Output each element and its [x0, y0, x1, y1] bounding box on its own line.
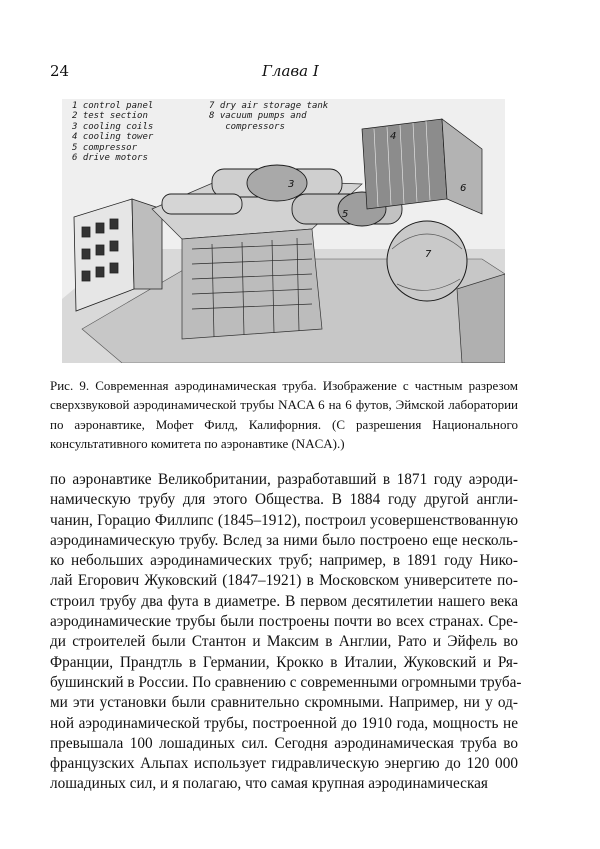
- legend-item: 1 control panel: [72, 101, 154, 111]
- text-line: превышала 100 лошадиных сил. Сегодня аэродинамическая труба во: [50, 734, 518, 752]
- page-number: 24: [50, 62, 70, 80]
- callout-3: 3: [288, 179, 295, 190]
- text-line: намическую трубу для этого Общества. В 1884 году другой англи-: [50, 491, 518, 509]
- text-line: аэродинамические трубы были построены почти во всех странах. Сре-: [50, 613, 518, 631]
- text-line: лошадиных сил, и я полагаю, что самая крупная аэродинамическая: [50, 775, 488, 793]
- legend-item: 6 drive motors: [72, 153, 148, 164]
- figure-legend-right: [209, 101, 328, 132]
- text-line: чанин, Горацио Филлипс (1845–1912), построил усовершенствованную: [50, 511, 518, 529]
- legend-item: 2 test section: [72, 111, 148, 122]
- legend-item: 5 compressor: [72, 142, 138, 153]
- text-line: лай Егорович Жуковский (1847–1921) в Московском университете по-: [50, 572, 518, 590]
- dry-air-storage-sphere: [387, 221, 467, 301]
- legend-item: 8 vacuum pumps and: [209, 111, 307, 122]
- figure-caption: Рис. 9. Современная аэродинамическая труба. Изображение с частным разрезом сверхзвуковой аэродинамической трубы NACA 6 на 6 футов, Эймской лаборатории по аэронавтике, Мофет Филд, Калифорния. (С разрешения Национального консультативного комитета по аэронавтике (NACA).): [50, 378, 518, 451]
- chapter-title: Глава I: [262, 62, 319, 80]
- figure-legend-left: [72, 101, 153, 163]
- text-line: ми эти установки были сравнительно скромными. Например, ни у од-: [50, 694, 518, 712]
- text-line: французских Альпах использует гидравлическую энергию до 120 000: [50, 755, 518, 773]
- legend-item: 3 cooling coils: [72, 121, 154, 132]
- callout-7: 7: [425, 249, 432, 260]
- text-line: ко небольших аэродинамических труб; например, в 1891 году Нико-: [50, 552, 518, 570]
- wind-tunnel-illustration: [62, 99, 505, 363]
- callout-6: 6: [460, 183, 467, 194]
- legend-item: compressors: [209, 121, 285, 132]
- text-line: строил трубу два фута в диаметре. В первом десятилетии нашего века: [50, 592, 518, 610]
- text-line: по аэронавтике Великобритании, разработавший в 1871 году аэроди-: [50, 471, 518, 488]
- text-line: ной аэродинамической трубы, построенной до 1910 года, мощность не: [50, 714, 518, 732]
- cooling-tower: [362, 119, 482, 214]
- text-line: бушинский в России. По сравнению с современными огромными труба-: [50, 673, 522, 691]
- text-line: аэродинамическую трубу. Вслед за ними было построено еще несколь-: [50, 531, 518, 549]
- callout-5: 5: [342, 209, 349, 220]
- legend-item: 7 dry air storage tank: [209, 101, 329, 111]
- body-paragraph: [50, 470, 522, 795]
- text-line: Франции, Прандтль в Германии, Крокко в Италии, Жуковский и Ря-: [50, 653, 518, 671]
- text-line: ди строителей были Стантон и Максим в Англии, Рато и Эйфель во: [50, 633, 518, 651]
- callout-4: 4: [390, 131, 397, 142]
- legend-item: 4 cooling tower: [72, 132, 154, 143]
